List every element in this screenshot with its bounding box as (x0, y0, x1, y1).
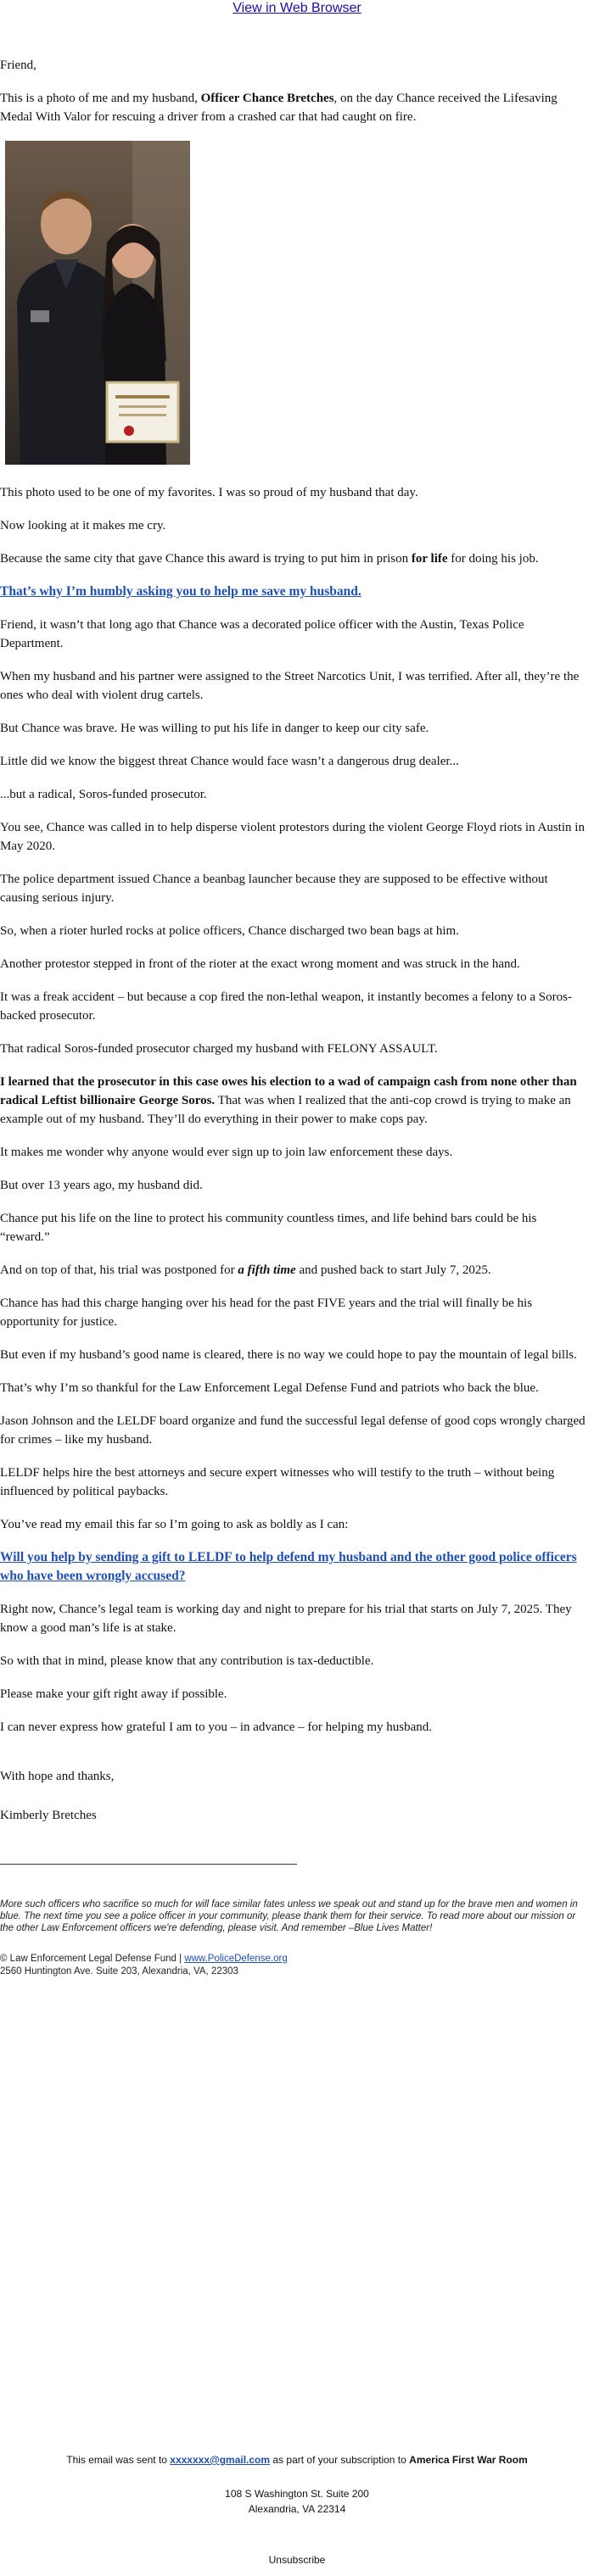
paragraph: Jason Johnson and the LELDF board organize and fund the successful legal defense of good cops wrongly charged for crimes – like my husband. (0, 1414, 586, 1447)
prison-paragraph: Because the same city that gave Chance this award is trying to put him in prison for life for doing his job. (0, 552, 539, 566)
certificate (107, 382, 178, 442)
paragraph: Please make your gift right away if possible. (0, 1687, 227, 1701)
paragraph: But even if my husband’s good name is cleared, there is no way we could hope to pay the mountain of legal bills. (0, 1348, 577, 1362)
ask-link-2-container (0, 1548, 586, 1586)
send-gift-link[interactable]: Will you help by sending a gift to LELDF to help defend my husband and the other good police officers who have been wrongly accused? (0, 1550, 577, 1583)
paragraph: You’ve read my email this far so I’m going to ask as boldly as I can: (0, 1518, 349, 1531)
photo-illustration (5, 141, 190, 465)
sender-address: 108 S Washington St. Suite 200 Alexandria, VA 22314 (225, 2488, 369, 2515)
paragraph: So with that in mind, please know that any contribution is tax-deductible. (0, 1654, 374, 1668)
paragraph: When my husband and his partner were assigned to the Street Narcotics Unit, I was terrified. After all, they’re the ones who deal with violent drug cartels. (0, 670, 580, 702)
footer-note: More such officers who sacrifice so much for will face similar fates unless we speak out and stand up for the brave men and women in blue. The next time you see a police officer in your community, please thank them for their service. To read more about our mission or the other Law Enforcement officers we're defending, please visit. And remember –Blue Lives Matter! (0, 1899, 578, 1933)
subscriber-email-link[interactable]: xxxxxxx@gmail.com (170, 2454, 271, 2466)
ask-link-1-container (0, 583, 586, 601)
list-name: America First War Room (409, 2454, 528, 2466)
divider (0, 1864, 297, 1865)
signature: Kimberly Bretches (0, 1809, 97, 1822)
email-body (0, 56, 594, 1978)
paragraph: ...but a radical, Soros-funded prosecutor. (0, 788, 207, 801)
save-husband-link[interactable]: That’s why I’m humbly asking you to help me save my husband. (0, 584, 361, 599)
paragraph: Chance put his life on the line to protect his community countless times, and life behind bars could be his “reward.” (0, 1212, 537, 1244)
unsubscribe-container (0, 2554, 594, 2566)
paragraph: Little did we know the biggest threat Chance would face wasn’t a dangerous drug dealer... (0, 755, 459, 768)
view-in-browser-link[interactable]: View in Web Browser (233, 1, 361, 15)
paragraph: This photo used to be one of my favorites. I was so proud of my husband that day. (0, 486, 418, 499)
subscription-line: This email was sent to xxxxxxx@gmail.com as part of your subscription to America First War Room (66, 2454, 528, 2466)
footer-address: 2560 Huntington Ave. Suite 203, Alexandria, VA, 22303 (0, 1966, 238, 1977)
paragraph: It was a freak accident – but because a cop fired the non-lethal weapon, it instantly becomes a felony to a Soros-backed prosecutor. (0, 990, 572, 1023)
police-defense-link[interactable]: www.PoliceDefense.org (184, 1954, 288, 1964)
unsubscribe-link[interactable]: Unsubscribe (268, 2554, 326, 2566)
paragraph: That’s why I’m so thankful for the Law Enforcement Legal Defense Fund and patriots who back the blue. (0, 1381, 539, 1395)
signoff: With hope and thanks, (0, 1770, 115, 1783)
paragraph: Right now, Chance’s legal team is working day and night to prepare for his trial that starts on July 7, 2025. They know a good man’s life is at stake. (0, 1603, 572, 1635)
footer-copyright: © Law Enforcement Legal Defense Fund | www.PoliceDefense.org 2560 Huntington Ave. Suite 203, Alexandria, VA, 22303 (0, 1954, 288, 1977)
paragraph: LELDF helps hire the best attorneys and secure expert witnesses who will testify to the truth – without being influenced by political paybacks. (0, 1466, 555, 1498)
paragraph: But over 13 years ago, my husband did. (0, 1179, 203, 1192)
soros-paragraph: I learned that the prosecutor in this case owes his election to a wad of campaign cash from none other than radical Leftist billionaire George Soros. That was when I realized that the anti-cop crowd is trying to make an example out of my husband. They’ll do everything in their power to make cops pay. (0, 1075, 577, 1126)
top-bar (0, 0, 594, 17)
family-photo (5, 141, 190, 465)
intro-paragraph: This is a photo of me and my husband, Officer Chance Bretches, on the day Chance received the Lifesaving Medal With Valor for rescuing a driver from a crashed car that had caught on fire. (0, 92, 558, 124)
paragraph: The police department issued Chance a beanbag launcher because they are supposed to be effective without causing serious injury. (0, 873, 548, 905)
paragraph: It makes me wonder why anyone would ever sign up to join law enforcement these days. (0, 1146, 453, 1159)
paragraph: But Chance was brave. He was willing to put his life in danger to keep our city safe. (0, 722, 429, 735)
officer-name: Officer Chance Bretches (200, 92, 334, 105)
paragraph: So, when a rioter hurled rocks at police officers, Chance discharged two bean bags at him. (0, 924, 459, 938)
paragraph: Now looking at it makes me cry. (0, 519, 166, 532)
paragraph: Chance has had this charge hanging over his head for the past FIVE years and the trial will finally be his opportunity for justice. (0, 1296, 533, 1329)
trial-paragraph: And on top of that, his trial was postponed for a fifth time and pushed back to start July 7, 2025. (0, 1263, 491, 1277)
paragraph: I can never express how grateful I am to you – in advance – for helping my husband. (0, 1720, 433, 1734)
paragraph: Friend, it wasn’t that long ago that Chance was a decorated police officer with the Austin, Texas Police Department. (0, 618, 524, 650)
paragraph: Another protestor stepped in front of the rioter at the exact wrong moment and was struck in the hand. (0, 957, 520, 971)
greeting: Friend, (0, 59, 36, 72)
paragraph: You see, Chance was called in to help disperse violent protestors during the violent George Floyd riots in Austin in May 2020. (0, 821, 585, 853)
paragraph: That radical Soros-funded prosecutor charged my husband with FELONY ASSAULT. (0, 1042, 438, 1056)
